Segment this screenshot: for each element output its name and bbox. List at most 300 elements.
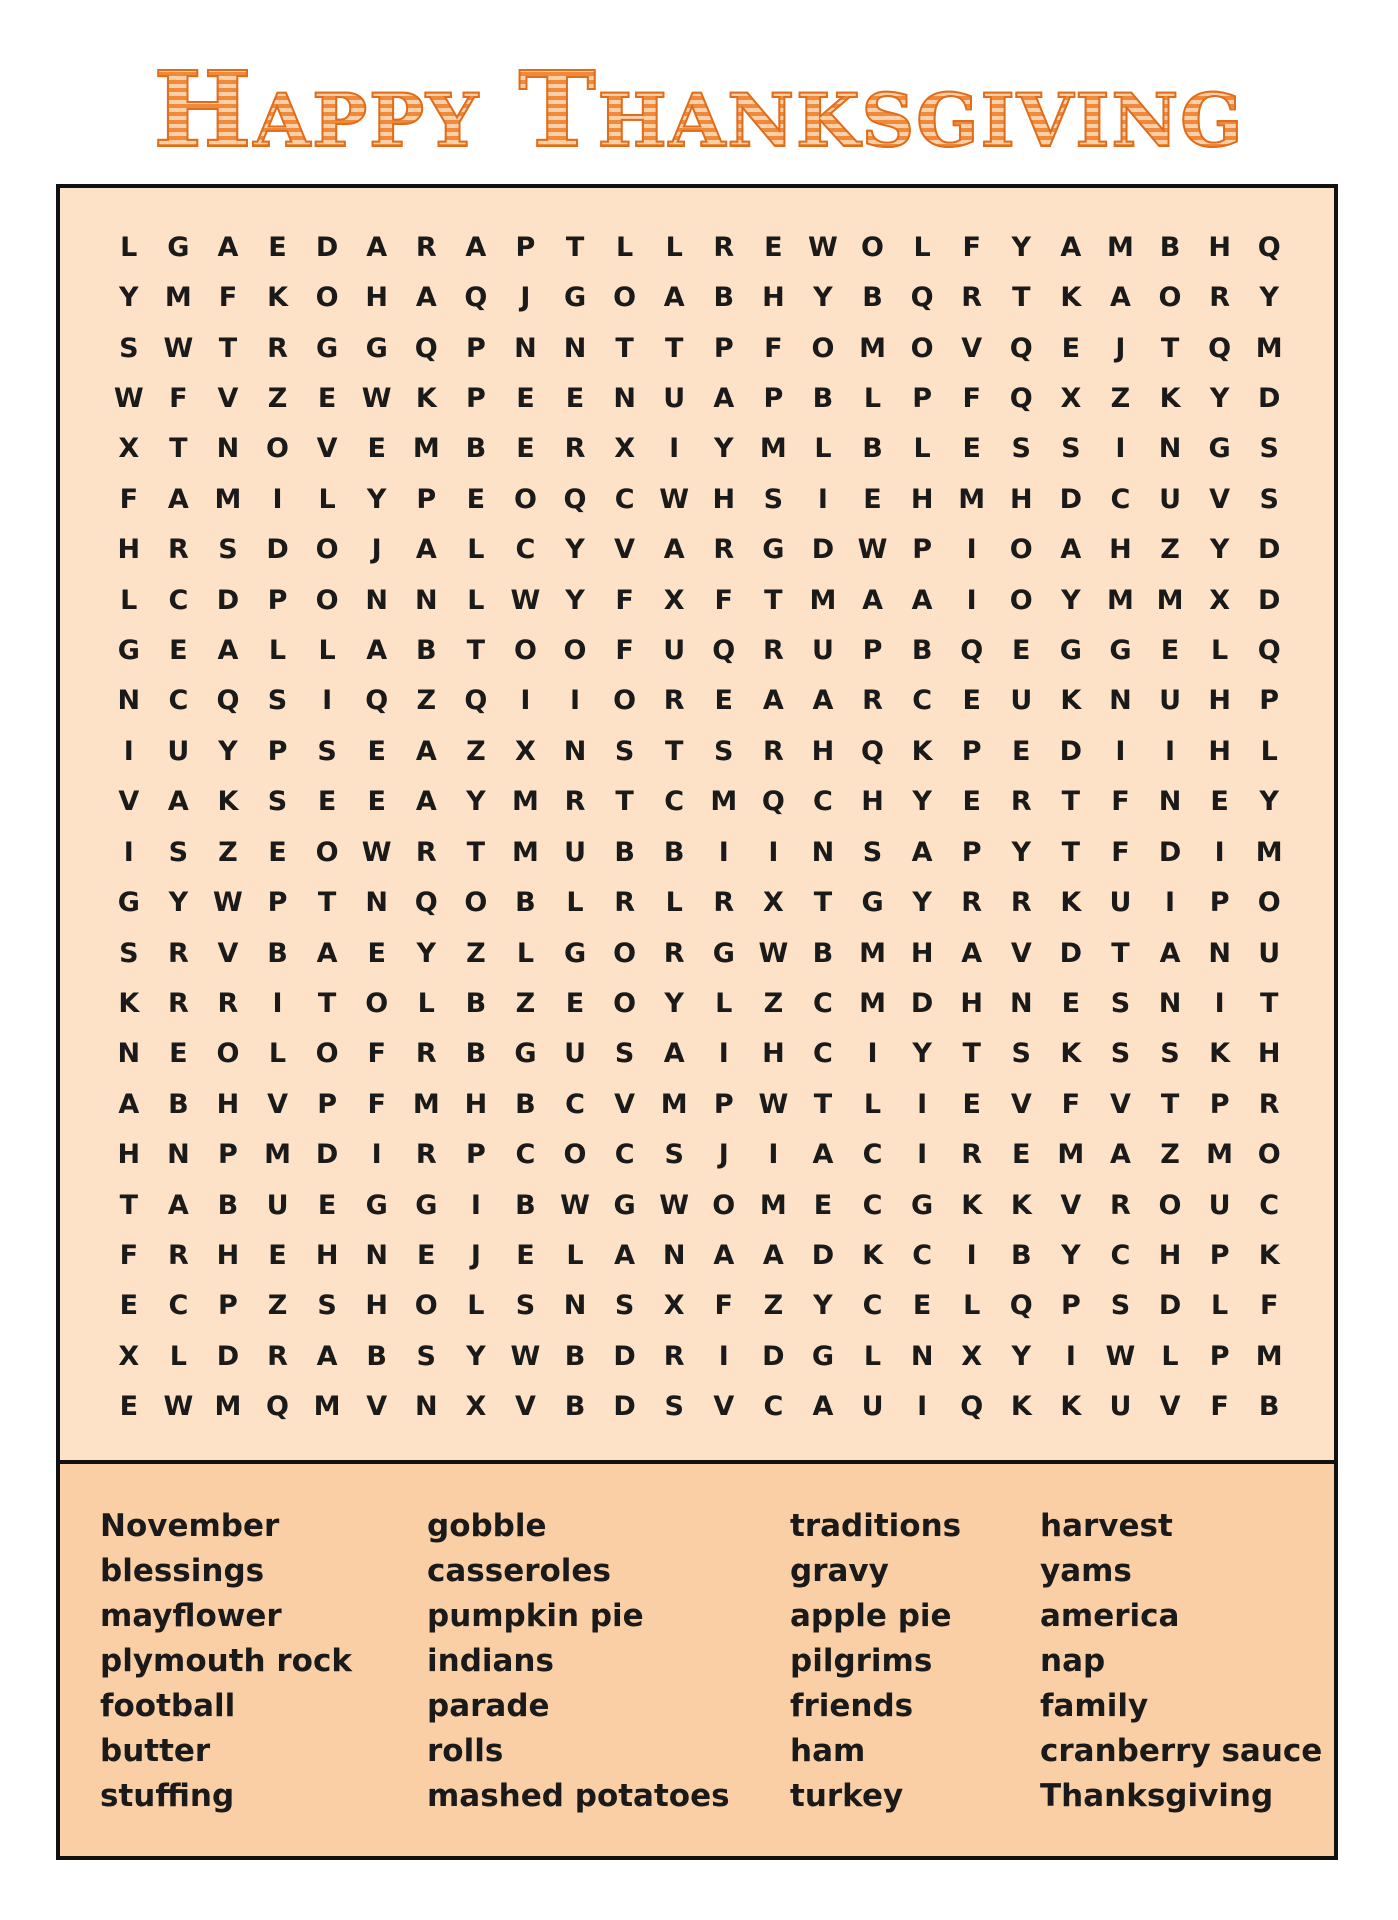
grid-letter[interactable]: O bbox=[861, 231, 884, 263]
grid-letter[interactable]: A bbox=[217, 635, 239, 667]
grid-letter[interactable]: G bbox=[613, 1189, 636, 1221]
grid-letter[interactable]: F bbox=[1111, 836, 1130, 868]
grid-letter[interactable]: Q bbox=[365, 685, 389, 717]
grid-letter[interactable]: V bbox=[713, 1391, 735, 1423]
grid-letter[interactable]: Q bbox=[1208, 332, 1232, 364]
grid-letter[interactable]: I bbox=[272, 987, 283, 1019]
grid-letter[interactable]: B bbox=[465, 433, 487, 465]
grid-letter[interactable]: V bbox=[614, 534, 636, 566]
grid-letter[interactable]: Y bbox=[912, 786, 932, 818]
grid-letter[interactable]: X bbox=[118, 1340, 140, 1372]
grid-letter[interactable]: N bbox=[811, 836, 835, 868]
grid-letter[interactable]: O bbox=[613, 685, 637, 717]
grid-letter[interactable]: X bbox=[465, 1391, 487, 1423]
grid-letter[interactable]: K bbox=[1060, 887, 1082, 919]
grid-letter[interactable]: C bbox=[862, 1189, 883, 1221]
grid-letter[interactable]: A bbox=[415, 282, 437, 314]
grid-letter[interactable]: R bbox=[415, 1139, 437, 1171]
grid-letter[interactable]: X bbox=[118, 433, 140, 465]
grid-letter[interactable]: N bbox=[1158, 987, 1182, 1019]
grid-letter[interactable]: R bbox=[167, 1240, 189, 1272]
grid-letter[interactable]: P bbox=[961, 735, 982, 767]
grid-letter[interactable]: A bbox=[663, 1038, 685, 1070]
grid-letter[interactable]: A bbox=[713, 1240, 735, 1272]
grid-letter[interactable]: K bbox=[267, 282, 288, 314]
grid-letter[interactable]: R bbox=[1209, 282, 1231, 314]
grid-letter[interactable]: K bbox=[1060, 1391, 1082, 1423]
grid-letter[interactable]: L bbox=[863, 382, 882, 414]
grid-letter[interactable]: U bbox=[1109, 1391, 1132, 1423]
grid-letter[interactable]: S bbox=[1259, 433, 1279, 465]
grid-letter[interactable]: X bbox=[614, 433, 636, 465]
grid-letter[interactable]: Q bbox=[216, 685, 240, 717]
grid-letter[interactable]: V bbox=[1209, 483, 1231, 515]
grid-letter[interactable]: L bbox=[467, 1290, 485, 1322]
grid-letter[interactable]: A bbox=[316, 937, 338, 969]
grid-letter[interactable]: O bbox=[315, 1038, 339, 1070]
grid-letter[interactable]: T bbox=[1111, 937, 1130, 969]
grid-letter[interactable]: T bbox=[764, 584, 783, 616]
grid-letter[interactable]: L bbox=[566, 1240, 584, 1272]
grid-letter[interactable]: N bbox=[1208, 937, 1231, 969]
grid-letter[interactable]: C bbox=[614, 483, 635, 515]
grid-letter[interactable]: T bbox=[565, 231, 585, 263]
grid-letter[interactable]: I bbox=[966, 1240, 977, 1272]
grid-letter[interactable]: L bbox=[566, 887, 584, 919]
grid-letter[interactable]: Z bbox=[416, 685, 437, 717]
grid-letter[interactable]: L bbox=[863, 1340, 882, 1372]
grid-letter[interactable]: C bbox=[515, 534, 536, 566]
grid-letter[interactable]: C bbox=[813, 1038, 833, 1070]
grid-letter[interactable]: L bbox=[913, 231, 931, 263]
grid-letter[interactable]: G bbox=[563, 282, 587, 314]
grid-letter[interactable]: Z bbox=[763, 1290, 784, 1322]
grid-letter[interactable]: S bbox=[119, 937, 139, 969]
grid-letter[interactable]: D bbox=[1257, 584, 1281, 616]
grid-letter[interactable]: O bbox=[464, 887, 488, 919]
grid-letter[interactable]: A bbox=[1159, 937, 1181, 969]
grid-letter[interactable]: H bbox=[1208, 735, 1231, 767]
grid-letter[interactable]: K bbox=[118, 987, 140, 1019]
grid-letter[interactable]: T bbox=[466, 836, 486, 868]
grid-letter[interactable]: I bbox=[768, 1139, 779, 1171]
grid-letter[interactable]: F bbox=[615, 635, 634, 667]
grid-letter[interactable]: Z bbox=[267, 382, 288, 414]
grid-letter[interactable]: Y bbox=[119, 282, 139, 314]
grid-letter[interactable]: H bbox=[117, 1139, 141, 1171]
grid-letter[interactable]: C bbox=[614, 1139, 635, 1171]
grid-letter[interactable]: P bbox=[1209, 1240, 1230, 1272]
grid-letter[interactable]: F bbox=[218, 282, 238, 314]
grid-letter[interactable]: V bbox=[366, 1391, 388, 1423]
grid-letter[interactable]: A bbox=[812, 1391, 834, 1423]
grid-letter[interactable]: L bbox=[467, 534, 485, 566]
grid-letter[interactable]: J bbox=[470, 1240, 481, 1272]
grid-letter[interactable]: Q bbox=[910, 282, 934, 314]
grid-letter[interactable]: D bbox=[1059, 735, 1083, 767]
grid-letter[interactable]: U bbox=[1159, 685, 1181, 717]
grid-letter[interactable]: O bbox=[266, 433, 289, 465]
grid-letter[interactable]: B bbox=[911, 635, 933, 667]
grid-letter[interactable]: E bbox=[1160, 635, 1180, 667]
grid-letter[interactable]: E bbox=[268, 836, 287, 868]
grid-letter[interactable]: K bbox=[1010, 1391, 1032, 1423]
grid-letter[interactable]: O bbox=[563, 635, 587, 667]
grid-letter[interactable]: M bbox=[859, 987, 886, 1019]
grid-letter[interactable]: M bbox=[164, 282, 192, 314]
grid-letter[interactable]: T bbox=[317, 887, 337, 919]
grid-letter[interactable]: T bbox=[813, 887, 833, 919]
grid-letter[interactable]: X bbox=[1209, 584, 1231, 616]
grid-letter[interactable]: E bbox=[962, 786, 981, 818]
grid-letter[interactable]: I bbox=[966, 584, 977, 616]
grid-letter[interactable]: N bbox=[117, 685, 141, 717]
grid-letter[interactable]: K bbox=[911, 735, 933, 767]
grid-letter[interactable]: W bbox=[510, 584, 541, 616]
grid-letter[interactable]: U bbox=[1208, 1189, 1231, 1221]
grid-letter[interactable]: Z bbox=[466, 937, 486, 969]
grid-letter[interactable]: P bbox=[862, 635, 883, 667]
grid-letter[interactable]: U bbox=[167, 735, 190, 767]
grid-letter[interactable]: R bbox=[713, 887, 735, 919]
grid-letter[interactable]: A bbox=[713, 382, 735, 414]
grid-letter[interactable]: K bbox=[961, 1189, 983, 1221]
grid-letter[interactable]: Y bbox=[664, 987, 684, 1019]
grid-letter[interactable]: E bbox=[466, 483, 486, 515]
grid-letter[interactable]: K bbox=[1060, 685, 1082, 717]
grid-letter[interactable]: T bbox=[169, 433, 188, 465]
grid-letter[interactable]: H bbox=[1109, 534, 1132, 566]
grid-letter[interactable]: H bbox=[811, 735, 835, 767]
grid-letter[interactable]: M bbox=[859, 332, 886, 364]
grid-letter[interactable]: P bbox=[713, 1088, 734, 1120]
grid-letter[interactable]: M bbox=[214, 1391, 242, 1423]
grid-letter[interactable]: E bbox=[367, 786, 386, 818]
grid-letter[interactable]: X bbox=[663, 584, 685, 616]
grid-letter[interactable]: U bbox=[663, 382, 686, 414]
grid-letter[interactable]: D bbox=[315, 231, 339, 263]
grid-letter[interactable]: A bbox=[217, 231, 239, 263]
grid-letter[interactable]: Q bbox=[1009, 332, 1033, 364]
grid-letter[interactable]: F bbox=[1259, 1290, 1279, 1322]
grid-letter[interactable]: L bbox=[467, 584, 485, 616]
grid-letter[interactable]: O bbox=[365, 987, 389, 1019]
grid-letter[interactable]: H bbox=[315, 1240, 339, 1272]
grid-letter[interactable]: I bbox=[470, 1189, 481, 1221]
grid-letter[interactable]: O bbox=[563, 1139, 587, 1171]
grid-letter[interactable]: G bbox=[563, 937, 587, 969]
grid-letter[interactable]: E bbox=[367, 937, 386, 969]
grid-letter[interactable]: M bbox=[1107, 231, 1134, 263]
grid-letter[interactable]: U bbox=[1010, 685, 1033, 717]
grid-letter[interactable]: Q bbox=[712, 635, 736, 667]
grid-letter[interactable]: R bbox=[713, 534, 735, 566]
grid-letter[interactable]: W bbox=[1105, 1340, 1136, 1372]
grid-letter[interactable]: V bbox=[217, 937, 239, 969]
grid-letter[interactable]: W bbox=[659, 1189, 690, 1221]
grid-letter[interactable]: H bbox=[1257, 1038, 1281, 1070]
grid-letter[interactable]: M bbox=[1255, 332, 1283, 364]
grid-letter[interactable]: Q bbox=[1009, 1290, 1033, 1322]
grid-letter[interactable]: R bbox=[267, 1340, 288, 1372]
grid-letter[interactable]: O bbox=[315, 282, 339, 314]
grid-letter[interactable]: C bbox=[813, 786, 833, 818]
grid-letter[interactable]: K bbox=[1060, 1038, 1082, 1070]
grid-letter[interactable]: M bbox=[710, 786, 738, 818]
grid-letter[interactable]: Y bbox=[1061, 584, 1081, 616]
grid-letter[interactable]: T bbox=[962, 1038, 981, 1070]
grid-letter[interactable]: C bbox=[862, 1290, 883, 1322]
grid-letter[interactable]: T bbox=[1012, 282, 1031, 314]
grid-letter[interactable]: P bbox=[912, 534, 933, 566]
grid-letter[interactable]: Z bbox=[218, 836, 238, 868]
grid-letter[interactable]: W bbox=[808, 231, 838, 263]
grid-letter[interactable]: R bbox=[762, 635, 784, 667]
grid-letter[interactable]: A bbox=[1109, 1139, 1131, 1171]
grid-letter[interactable]: S bbox=[168, 836, 189, 868]
grid-letter[interactable]: T bbox=[317, 987, 337, 1019]
grid-letter[interactable]: H bbox=[365, 282, 388, 314]
grid-letter[interactable]: S bbox=[317, 1290, 337, 1322]
grid-letter[interactable]: L bbox=[963, 1290, 981, 1322]
grid-letter[interactable]: Y bbox=[565, 584, 585, 616]
grid-letter[interactable]: B bbox=[614, 836, 635, 868]
grid-letter[interactable]: F bbox=[714, 584, 733, 616]
grid-letter[interactable]: T bbox=[1259, 987, 1279, 1019]
grid-letter[interactable]: S bbox=[664, 1139, 684, 1171]
grid-letter[interactable]: P bbox=[267, 887, 288, 919]
grid-letter[interactable]: A bbox=[614, 1240, 636, 1272]
grid-letter[interactable]: L bbox=[516, 937, 535, 969]
grid-letter[interactable]: B bbox=[663, 836, 685, 868]
grid-letter[interactable]: E bbox=[813, 1189, 833, 1221]
grid-letter[interactable]: S bbox=[267, 786, 288, 818]
grid-letter[interactable]: Z bbox=[1160, 534, 1180, 566]
grid-letter[interactable]: P bbox=[1209, 887, 1230, 919]
grid-letter[interactable]: J bbox=[520, 282, 531, 314]
grid-letter[interactable]: E bbox=[1061, 987, 1081, 1019]
grid-letter[interactable]: T bbox=[119, 1189, 138, 1221]
grid-letter[interactable]: W bbox=[113, 382, 144, 414]
grid-letter[interactable]: S bbox=[763, 483, 784, 515]
grid-letter[interactable]: Z bbox=[1110, 382, 1131, 414]
grid-letter[interactable]: F bbox=[119, 483, 139, 515]
grid-letter[interactable]: Q bbox=[861, 735, 884, 767]
grid-letter[interactable]: P bbox=[267, 584, 288, 616]
grid-letter[interactable]: Y bbox=[1259, 786, 1279, 818]
grid-letter[interactable]: H bbox=[1158, 1240, 1182, 1272]
grid-letter[interactable]: C bbox=[168, 1290, 189, 1322]
grid-letter[interactable]: B bbox=[564, 1391, 586, 1423]
grid-letter[interactable]: I bbox=[867, 1038, 878, 1070]
grid-letter[interactable]: Y bbox=[1209, 534, 1230, 566]
grid-letter[interactable]: Y bbox=[366, 483, 387, 515]
grid-letter[interactable]: Y bbox=[912, 887, 932, 919]
grid-letter[interactable]: D bbox=[811, 1240, 835, 1272]
grid-letter[interactable]: U bbox=[811, 635, 834, 667]
grid-letter[interactable]: N bbox=[365, 1240, 388, 1272]
grid-letter[interactable]: X bbox=[961, 1340, 983, 1372]
grid-letter[interactable]: H bbox=[960, 987, 983, 1019]
grid-letter[interactable]: B bbox=[1159, 231, 1181, 263]
grid-letter[interactable]: L bbox=[417, 987, 435, 1019]
grid-letter[interactable]: H bbox=[861, 786, 884, 818]
grid-letter[interactable]: T bbox=[664, 332, 684, 364]
grid-letter[interactable]: V bbox=[118, 786, 140, 818]
grid-letter[interactable]: O bbox=[712, 1189, 736, 1221]
grid-letter[interactable]: I bbox=[123, 735, 134, 767]
grid-letter[interactable]: D bbox=[613, 1340, 636, 1372]
grid-letter[interactable]: I bbox=[1165, 735, 1176, 767]
grid-letter[interactable]: M bbox=[512, 836, 539, 868]
grid-letter[interactable]: B bbox=[862, 282, 883, 314]
grid-letter[interactable]: B bbox=[465, 1038, 487, 1070]
grid-letter[interactable]: E bbox=[565, 987, 585, 1019]
grid-letter[interactable]: O bbox=[315, 584, 339, 616]
grid-letter[interactable]: S bbox=[1110, 987, 1131, 1019]
grid-letter[interactable]: D bbox=[1059, 937, 1083, 969]
grid-letter[interactable]: E bbox=[367, 735, 386, 767]
grid-letter[interactable]: T bbox=[1061, 836, 1081, 868]
grid-letter[interactable]: R bbox=[415, 1038, 437, 1070]
grid-letter[interactable]: S bbox=[1011, 433, 1031, 465]
grid-letter[interactable]: G bbox=[365, 1189, 388, 1221]
grid-letter[interactable]: F bbox=[962, 231, 981, 263]
grid-letter[interactable]: H bbox=[762, 1038, 785, 1070]
grid-letter[interactable]: E bbox=[367, 433, 386, 465]
grid-letter[interactable]: B bbox=[515, 1189, 536, 1221]
grid-letter[interactable]: C bbox=[862, 1139, 883, 1171]
grid-letter[interactable]: P bbox=[416, 483, 437, 515]
grid-letter[interactable]: H bbox=[216, 1240, 240, 1272]
grid-letter[interactable]: B bbox=[415, 635, 437, 667]
grid-letter[interactable]: R bbox=[415, 836, 437, 868]
grid-letter[interactable]: F bbox=[1111, 786, 1130, 818]
grid-letter[interactable]: D bbox=[266, 534, 289, 566]
grid-letter[interactable]: Y bbox=[1259, 282, 1279, 314]
grid-letter[interactable]: T bbox=[664, 735, 684, 767]
grid-letter[interactable]: A bbox=[762, 1240, 784, 1272]
grid-letter[interactable]: K bbox=[1159, 382, 1181, 414]
grid-letter[interactable]: F bbox=[615, 584, 634, 616]
grid-letter[interactable]: M bbox=[412, 1088, 440, 1120]
grid-letter[interactable]: I bbox=[272, 483, 283, 515]
grid-letter[interactable]: N bbox=[1158, 433, 1182, 465]
grid-letter[interactable]: P bbox=[1060, 1290, 1081, 1322]
grid-letter[interactable]: H bbox=[762, 282, 785, 314]
grid-letter[interactable]: R bbox=[217, 987, 239, 1019]
grid-letter[interactable]: Q bbox=[414, 332, 438, 364]
grid-letter[interactable]: M bbox=[859, 937, 886, 969]
grid-letter[interactable]: Y bbox=[1011, 231, 1032, 263]
grid-letter[interactable]: N bbox=[563, 332, 587, 364]
grid-letter[interactable]: Y bbox=[1209, 382, 1230, 414]
grid-letter[interactable]: N bbox=[563, 1290, 587, 1322]
grid-letter[interactable]: O bbox=[315, 836, 339, 868]
grid-letter[interactable]: H bbox=[464, 1088, 488, 1120]
grid-letter[interactable]: J bbox=[718, 1139, 729, 1171]
grid-letter[interactable]: X bbox=[663, 1290, 685, 1322]
grid-letter[interactable]: D bbox=[811, 534, 835, 566]
grid-letter[interactable]: F bbox=[367, 1088, 386, 1120]
grid-letter[interactable]: K bbox=[1060, 282, 1082, 314]
grid-letter[interactable]: B bbox=[366, 1340, 387, 1372]
grid-letter[interactable]: P bbox=[465, 382, 486, 414]
grid-letter[interactable]: L bbox=[1211, 1290, 1229, 1322]
grid-letter[interactable]: M bbox=[1255, 1340, 1283, 1372]
grid-letter[interactable]: P bbox=[267, 735, 288, 767]
grid-letter[interactable]: M bbox=[214, 483, 242, 515]
grid-letter[interactable]: C bbox=[565, 1088, 585, 1120]
grid-letter[interactable]: H bbox=[910, 483, 934, 515]
grid-letter[interactable]: I bbox=[322, 685, 333, 717]
grid-letter[interactable]: M bbox=[1057, 1139, 1085, 1171]
grid-letter[interactable]: C bbox=[912, 685, 933, 717]
grid-letter[interactable]: G bbox=[762, 534, 785, 566]
grid-letter[interactable]: A bbox=[415, 786, 437, 818]
grid-letter[interactable]: A bbox=[1060, 231, 1082, 263]
grid-letter[interactable]: D bbox=[1158, 1290, 1182, 1322]
grid-letter[interactable]: X bbox=[515, 735, 536, 767]
grid-letter[interactable]: D bbox=[762, 1340, 785, 1372]
grid-letter[interactable]: H bbox=[712, 483, 736, 515]
grid-letter[interactable]: L bbox=[268, 1038, 287, 1070]
grid-letter[interactable]: H bbox=[910, 937, 934, 969]
grid-letter[interactable]: O bbox=[613, 282, 637, 314]
grid-letter[interactable]: K bbox=[1258, 1240, 1280, 1272]
grid-letter[interactable]: I bbox=[669, 433, 680, 465]
grid-letter[interactable]: D bbox=[1059, 483, 1083, 515]
grid-letter[interactable]: Q bbox=[960, 1391, 984, 1423]
grid-letter[interactable]: U bbox=[1109, 887, 1132, 919]
grid-letter[interactable]: E bbox=[962, 685, 981, 717]
grid-letter[interactable]: O bbox=[613, 987, 637, 1019]
grid-letter[interactable]: N bbox=[365, 584, 388, 616]
grid-letter[interactable]: P bbox=[218, 1290, 238, 1322]
grid-letter[interactable]: P bbox=[515, 231, 536, 263]
grid-letter[interactable]: U bbox=[564, 1038, 586, 1070]
grid-letter[interactable]: M bbox=[759, 1189, 787, 1221]
grid-letter[interactable]: N bbox=[1009, 987, 1033, 1019]
grid-letter[interactable]: Q bbox=[960, 635, 984, 667]
grid-letter[interactable]: I bbox=[917, 1391, 928, 1423]
grid-letter[interactable]: M bbox=[1255, 836, 1283, 868]
grid-letter[interactable]: O bbox=[1009, 584, 1033, 616]
grid-letter[interactable]: L bbox=[715, 987, 733, 1019]
grid-letter[interactable]: V bbox=[316, 433, 338, 465]
grid-letter[interactable]: P bbox=[912, 382, 933, 414]
grid-letter[interactable]: J bbox=[1115, 332, 1126, 364]
grid-letter[interactable]: G bbox=[415, 1189, 438, 1221]
grid-letter[interactable]: M bbox=[512, 786, 539, 818]
grid-letter[interactable]: G bbox=[811, 1340, 835, 1372]
grid-letter[interactable]: M bbox=[1156, 584, 1184, 616]
grid-letter[interactable]: Q bbox=[761, 786, 785, 818]
grid-letter[interactable]: S bbox=[1110, 1038, 1131, 1070]
grid-letter[interactable]: B bbox=[1010, 1240, 1032, 1272]
grid-letter[interactable]: I bbox=[1065, 1340, 1076, 1372]
grid-letter[interactable]: A bbox=[762, 685, 784, 717]
grid-letter[interactable]: R bbox=[862, 685, 883, 717]
grid-letter[interactable]: A bbox=[862, 584, 883, 616]
grid-letter[interactable]: R bbox=[614, 887, 636, 919]
grid-letter[interactable]: L bbox=[268, 635, 287, 667]
grid-letter[interactable]: I bbox=[1214, 836, 1225, 868]
grid-letter[interactable]: F bbox=[962, 382, 981, 414]
grid-letter[interactable]: P bbox=[1209, 1088, 1230, 1120]
grid-letter[interactable]: T bbox=[218, 332, 238, 364]
grid-letter[interactable]: B bbox=[168, 1088, 189, 1120]
